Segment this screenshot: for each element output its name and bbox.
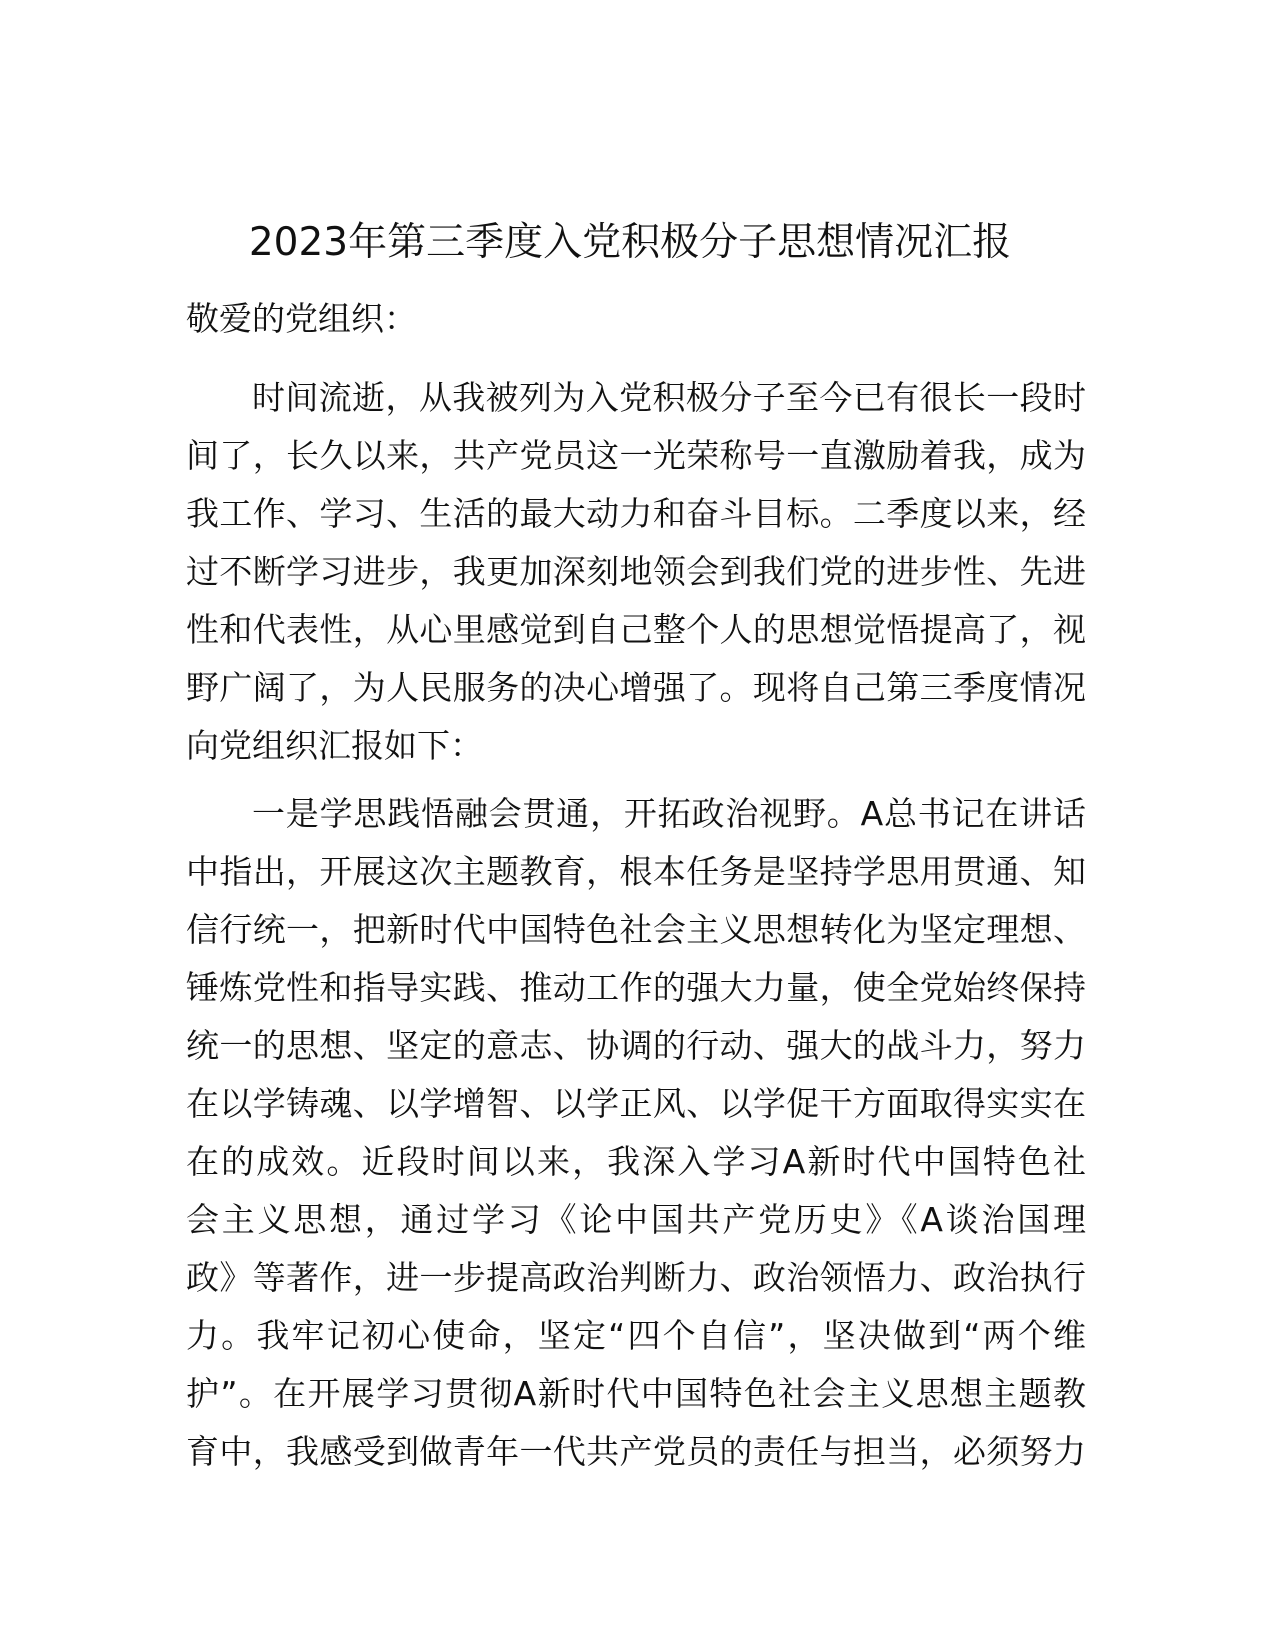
paragraph-line: 我工作、学习、生活的最大动力和奋斗目标。二季度以来，经: [186, 494, 1086, 533]
paragraph-line: 锤炼党性和指导实践、推动工作的强大力量，使全党始终保持: [186, 968, 1086, 1007]
paragraph-line: 中指出，开展这次主题教育，根本任务是坚持学思用贯通、知: [186, 852, 1086, 891]
paragraph-line: 护”。在开展学习贯彻A新时代中国特色社会主义思想主题教: [186, 1374, 1086, 1413]
paragraph-line: 统一的思想、坚定的意志、协调的行动、强大的战斗力，努力: [186, 1026, 1086, 1065]
paragraph-line: 一是学思践悟融会贯通，开拓政治视野。A总书记在讲话: [252, 794, 1086, 833]
paragraph-line: 力。我牢记初心使命，坚定“四个自信”，坚决做到“两个维: [186, 1316, 1086, 1355]
paragraph-line: 间了，长久以来，共产党员这一光荣称号一直激励着我，成为: [186, 436, 1086, 475]
paragraph-1: [186, 369, 1086, 775]
paragraph-line: 在以学铸魂、以学增智、以学正风、以学促干方面取得实实在: [186, 1084, 1086, 1123]
paragraph-line: 在的成效。近段时间以来，我深入学习A新时代中国特色社: [186, 1142, 1086, 1181]
paragraph-line: 向党组织汇报如下：: [186, 726, 483, 765]
paragraph-line: 会主义思想，通过学习《论中国共产党历史》《A谈治国理: [186, 1200, 1086, 1239]
paragraph-line: 政》等著作，进一步提高政治判断力、政治领悟力、政治执行: [186, 1258, 1086, 1297]
paragraph-2: [186, 785, 1086, 1481]
paragraph-line: 过不断学习进步，我更加深刻地领会到我们党的进步性、先进: [186, 552, 1086, 591]
paragraph-line: 时间流逝，从我被列为入党积极分子至今已有很长一段时: [252, 378, 1086, 417]
paragraph-line: 信行统一，把新时代中国特色社会主义思想转化为坚定理想、: [186, 910, 1086, 949]
paragraph-line: 性和代表性，从心里感觉到自己整个人的思想觉悟提高了，视: [186, 610, 1086, 649]
salutation: 敬爱的党组织：: [186, 299, 417, 338]
paragraph-line: 野广阔了，为人民服务的决心增强了。现将自己第三季度情况: [186, 668, 1086, 707]
document-title: 2023年第三季度入党积极分子思想情况汇报: [248, 220, 1012, 265]
paragraph-line: 育中，我感受到做青年一代共产党员的责任与担当，必须努力: [186, 1432, 1086, 1471]
